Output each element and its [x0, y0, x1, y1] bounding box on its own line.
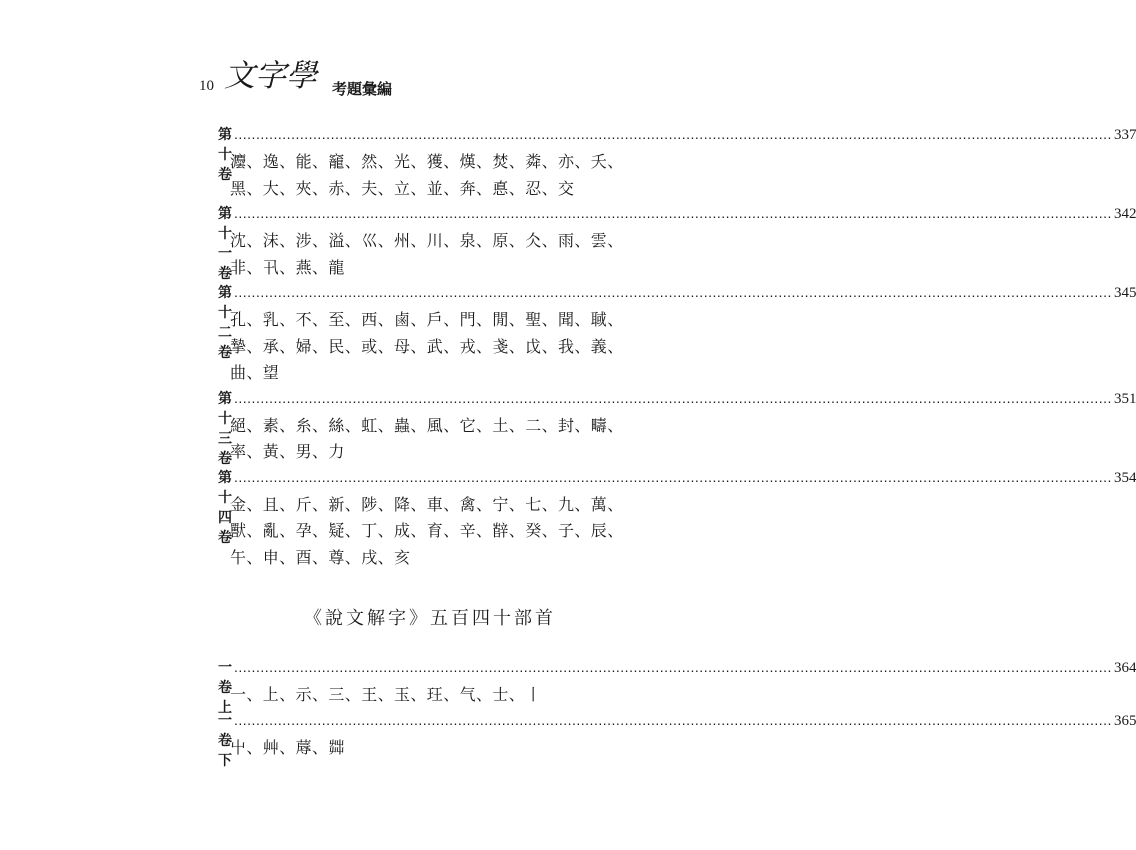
- character-list-line: 孔、乳、不、至、西、鹵、戶、門、閒、聖、聞、聝、: [230, 312, 624, 329]
- leader-dots: ........................................................................................................................................................................................................: [234, 711, 1112, 728]
- toc-entry-page: 354: [1113, 469, 1136, 486]
- leader-dots: ........................................................................................................................................................................................................: [234, 284, 1112, 300]
- book-title-logo: 文字學: [224, 58, 317, 94]
- character-list-line: 金、且、斤、新、陟、降、車、禽、宁、七、九、萬、: [230, 496, 624, 514]
- toc-entry-page: 364: [1113, 660, 1136, 676]
- leader-dots: ........................................................................................................................................................................................................: [234, 389, 1112, 406]
- page-number: 10: [199, 78, 214, 94]
- toc-entry-page: 351: [1113, 390, 1136, 407]
- toc-entry-title: 第十卷: [218, 126, 232, 182]
- character-list-line: 率、黃、男、力: [230, 444, 345, 461]
- toc-entry-title: 第十一卷: [218, 205, 232, 281]
- toc-entry-title: 一卷下: [218, 711, 232, 768]
- character-list-line: 非、卂、燕、龍: [230, 259, 345, 277]
- section-title: 《說文解字》五百四十部首: [304, 608, 556, 628]
- character-list-line: 摯、承、婦、民、或、母、武、戎、戔、戉、我、義、: [230, 338, 624, 356]
- toc-entry-page: 365: [1113, 712, 1136, 729]
- character-list-line: 絕、素、糸、絲、虹、蟲、風、它、土、二、封、疇、: [230, 417, 624, 435]
- character-list-line: 一、上、示、三、王、玉、玨、气、士、丨: [230, 687, 542, 704]
- character-list-line: 黑、大、夾、赤、夫、立、並、奔、悳、忍、交: [230, 180, 575, 198]
- leader-dots: ........................................................................................................................................................................................................: [234, 126, 1112, 142]
- leader-dots: ........................................................................................................................................................................................................: [234, 659, 1112, 675]
- toc-entry-page: 337: [1113, 127, 1136, 143]
- leader-dots: ........................................................................................................................................................................................................: [234, 468, 1112, 485]
- character-list-line: 曲、望: [230, 365, 280, 382]
- toc-entry-title: 第十四卷: [218, 468, 232, 545]
- toc-entry-title: 第十二卷: [218, 284, 232, 360]
- toc-entry-title: 第十三卷: [218, 389, 232, 466]
- character-list-line: 屮、艸、蓐、茻: [230, 739, 345, 757]
- toc-radicals: [218, 657, 1136, 768]
- book-subtitle: 考題彙編: [332, 81, 393, 98]
- leader-dots: ........................................................................................................................................................................................................: [234, 205, 1112, 221]
- character-list-line: 灋、逸、能、竉、然、光、獲、熯、焚、粦、亦、夭、: [230, 154, 624, 171]
- toc-entry-page: 342: [1113, 206, 1136, 222]
- toc-entry-page: 345: [1113, 285, 1136, 301]
- character-list-line: 沈、沫、涉、溢、巛、州、川、泉、原、仌、雨、雲、: [230, 233, 624, 250]
- toc-volumes: [218, 124, 1136, 572]
- character-list-line: 獸、亂、孕、疑、丁、成、育、辛、辥、癸、子、辰、: [230, 523, 624, 540]
- character-list-line: 午、申、酉、尊、戌、亥: [230, 549, 411, 567]
- toc-entry-title: 一卷上: [218, 659, 232, 715]
